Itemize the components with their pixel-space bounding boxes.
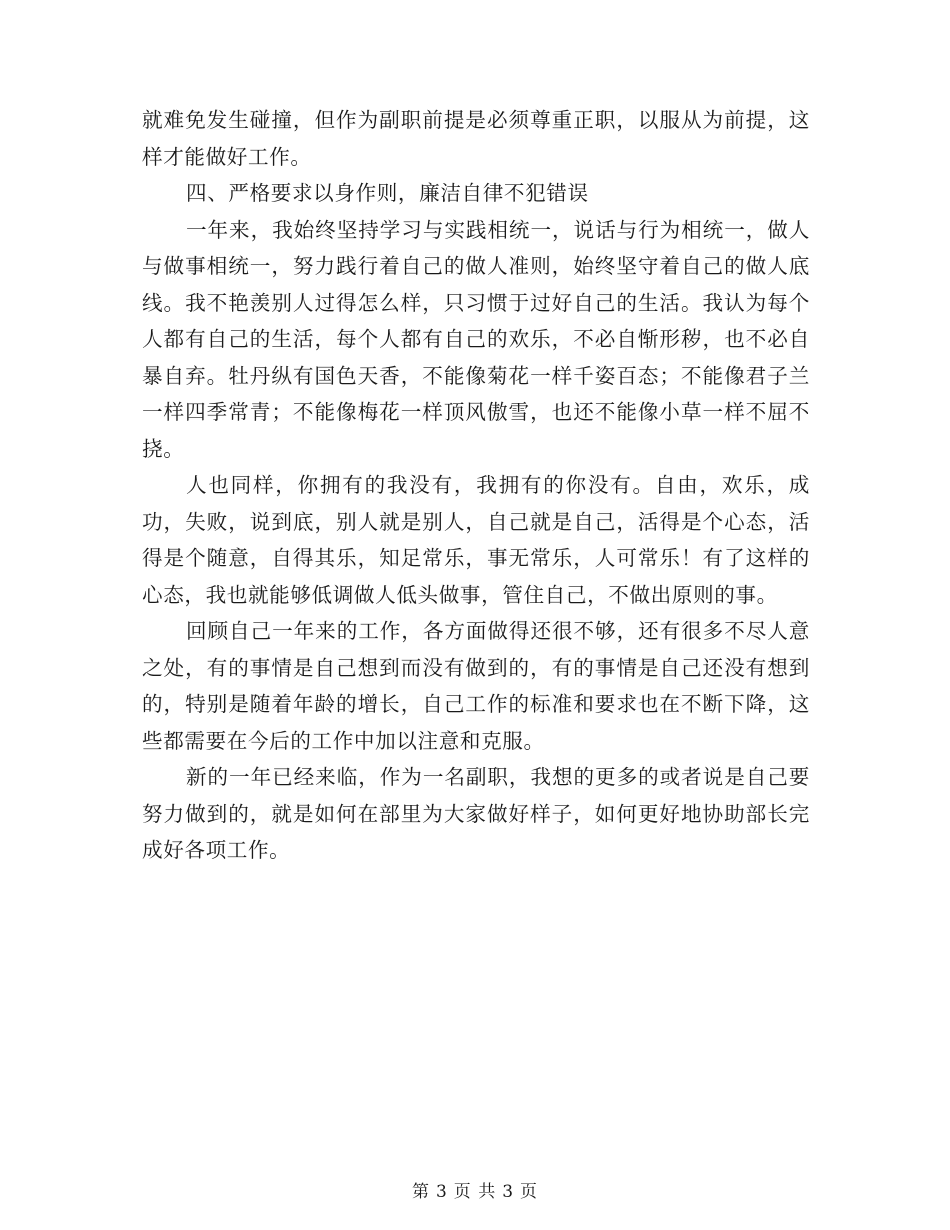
paragraph: 人也同样，你拥有的我没有，我拥有的你没有。自由，欢乐，成功，失败，说到底，别人就是别人，自己就是自己，活得是个心态，活得是个随意，自得其乐，知足常乐，事无常乐，人可常乐！有了这样的心态，我也就能够低调做人低头做事，管住自己，不做出原则的事。: [142, 473, 810, 607]
document-body: [142, 102, 810, 869]
page-prefix: 第: [411, 1182, 430, 1202]
page-number: 3: [435, 1182, 448, 1202]
page-mid: 页 共: [453, 1182, 497, 1202]
paragraph: 新的一年已经来临，作为一名副职，我想的更多的或者说是自己要努力做到的，就是如何在部里为大家做好样子，如何更好地协助部长完成好各项工作。: [142, 765, 810, 862]
paragraph: 回顾自己一年来的工作，各方面做得还很不够，还有很多不尽人意之处，有的事情是自己想到而没有做到的，有的事情是自己还没有想到的，特别是随着年龄的增长，自己工作的标准和要求也在不断下降，这些都需要在今后的工作中加以注意和克服。: [142, 619, 810, 753]
page-footer: [0, 1181, 950, 1203]
paragraph: 一年来，我始终坚持学习与实践相统一，说话与行为相统一，做人与做事相统一，努力践行着自己的做人准则，始终坚守着自己的做人底线。我不艳羡别人过得怎么样，只习惯于过好自己的生活。我认为每个人都有自己的生活，每个人都有自己的欢乐，不必自惭形秽，也不必自暴自弃。牡丹纵有国色天香，不能像菊花一样千姿百态；不能像君子兰一样四季常青；不能像梅花一样顶风傲雪，也还不能像小草一样不屈不挠。: [142, 217, 810, 461]
paragraph-continuation: 就难免发生碰撞，但作为副职前提是必须尊重正职，以服从为前提，这样才能做好工作。: [142, 108, 810, 169]
section-heading: 四、严格要求以身作则，廉洁自律不犯错误: [186, 181, 589, 205]
page-suffix: 页: [520, 1182, 539, 1202]
total-pages: 3: [502, 1182, 515, 1202]
